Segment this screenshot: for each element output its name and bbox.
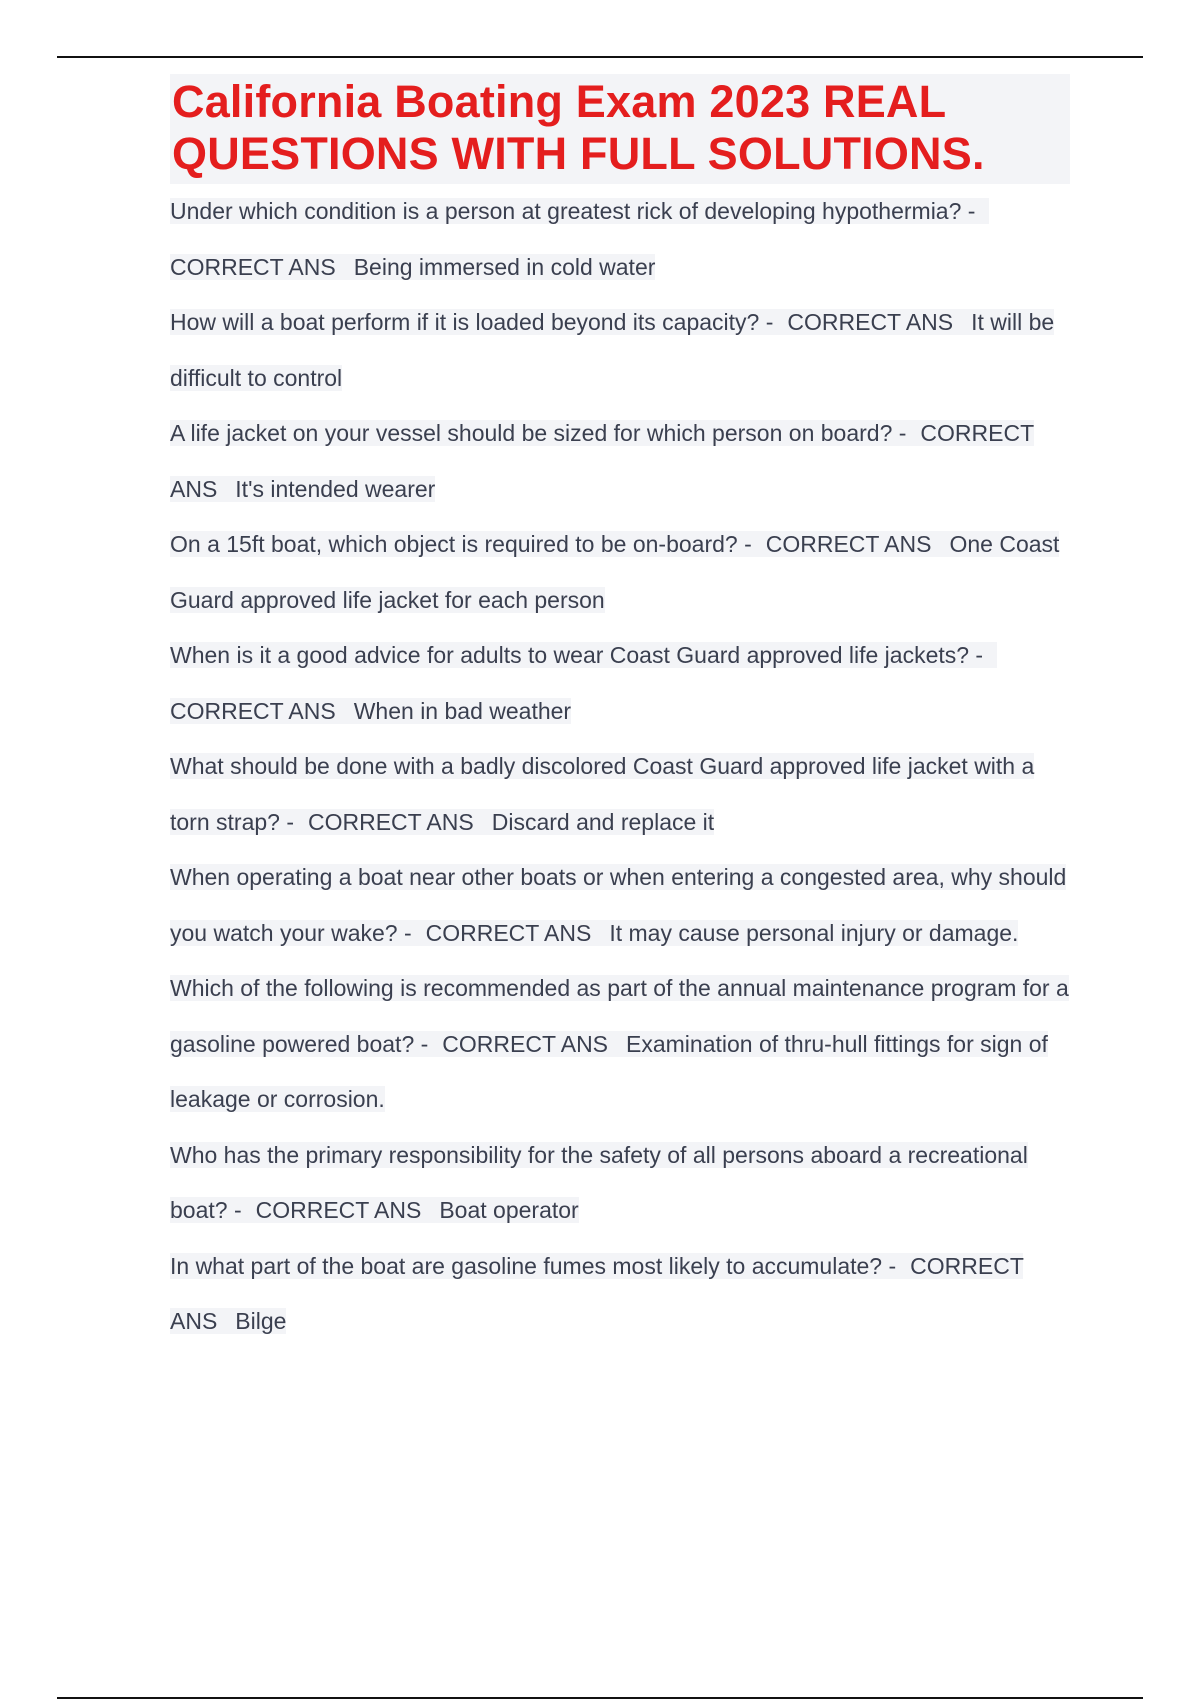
question-text: When is it a good advice for adults to wear Coast Guard approved life jackets? -	[170, 642, 984, 668]
answer-label: CORRECT ANS	[308, 808, 474, 835]
qa-item	[170, 1239, 1070, 1350]
question-text: In what part of the boat are gasoline fumes most likely to accumulate? -	[170, 1252, 897, 1279]
answer-label: CORRECT ANS	[442, 1030, 609, 1057]
question-text: On a 15ft boat, which object is required to be on-board? -	[170, 531, 752, 557]
question-text: When operating a boat near other boats or when entering a congested area, why should you watch your wake? -	[170, 864, 1067, 946]
qa-item	[170, 295, 1070, 406]
answer-text: Discard and replace it	[491, 808, 715, 835]
answer-label: CORRECT ANS	[170, 253, 336, 280]
answer-label: CORRECT ANS	[170, 697, 336, 724]
qa-item	[170, 628, 1070, 739]
question-text: Under which condition is a person at greatest rick of developing hypothermia? -	[170, 198, 976, 224]
qa-item	[170, 184, 1070, 295]
top-rule	[57, 56, 1143, 58]
bottom-rule	[57, 1697, 1143, 1699]
qa-item	[170, 1128, 1070, 1239]
answer-label: CORRECT ANS	[255, 1197, 422, 1223]
answer-text: It's intended wearer	[235, 475, 436, 502]
qa-item	[170, 961, 1070, 1128]
qa-item	[170, 517, 1070, 628]
answer-text: It may cause personal injury or damage.	[609, 919, 1019, 946]
answer-text: Being immersed in cold water	[353, 253, 656, 280]
answer-text: Examination of thru-hull fittings for sign of leakage or corrosion.	[170, 1030, 1048, 1112]
answer-label: CORRECT ANS	[765, 531, 932, 557]
answer-text: It will be difficult to control	[170, 309, 1055, 391]
qa-list	[170, 184, 1070, 1350]
answer-text: One Coast Guard approved life jacket for each person	[170, 531, 1060, 613]
answer-label: CORRECT ANS	[425, 919, 592, 946]
qa-item	[170, 739, 1070, 850]
question-text: A life jacket on your vessel should be sized for which person on board? -	[170, 420, 907, 446]
answer-text: Boat operator	[439, 1197, 579, 1223]
question-text: Who has the primary responsibility for the safety of all persons aboard a recreational boat? -	[170, 1141, 1028, 1223]
question-text: How will a boat perform if it is loaded beyond its capacity? -	[170, 309, 774, 335]
question-text: Which of the following is recommended as part of the annual maintenance program for a gasoline powered boat? -	[170, 975, 1069, 1057]
question-text: What should be done with a badly discolored Coast Guard approved life jacket with a torn strap? -	[170, 753, 1035, 835]
answer-text: Bilge	[235, 1308, 287, 1334]
answer-text: When in bad weather	[353, 697, 572, 724]
qa-item	[170, 850, 1070, 961]
qa-item	[170, 406, 1070, 517]
answer-label: CORRECT ANS	[170, 1252, 1024, 1334]
document-title: California Boating Exam 2023 REAL QUESTIONS WITH FULL SOLUTIONS.	[170, 74, 1070, 184]
answer-label: CORRECT ANS	[787, 309, 954, 335]
answer-label: CORRECT ANS	[170, 420, 1034, 502]
document-body	[170, 74, 1070, 1350]
